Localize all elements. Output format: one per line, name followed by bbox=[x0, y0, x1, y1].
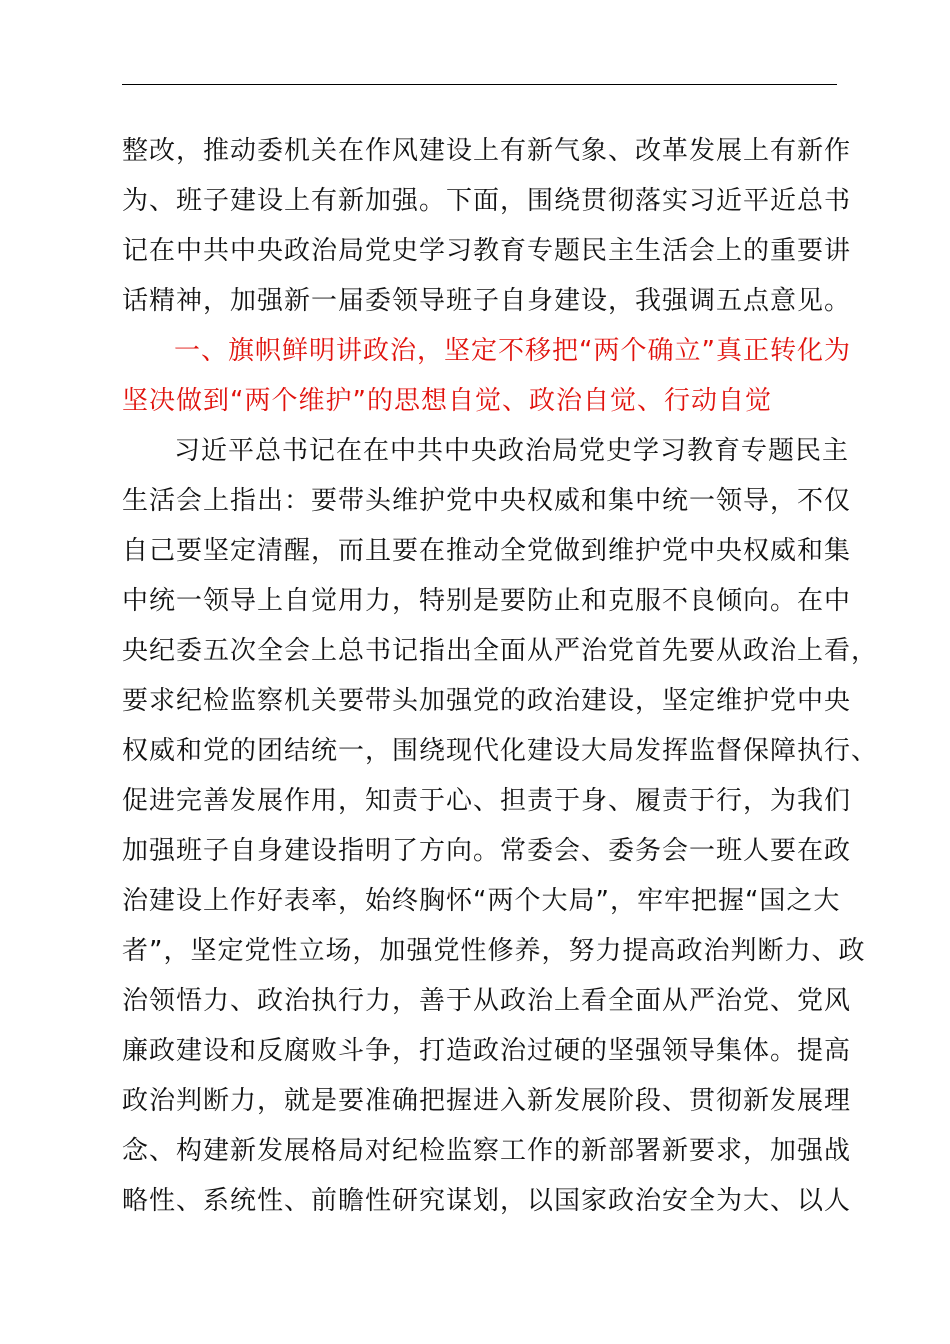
header-rule bbox=[122, 84, 837, 85]
body-line-11: 者”，坚定党性立场，加强党性修养，努力提高政治判断力、政 bbox=[122, 936, 866, 966]
body-line-16: 略性、系统性、前瞻性研究谋划，以国家政治安全为大、以人 bbox=[122, 1186, 852, 1216]
body-line-1: 习近平总书记在在中共中央政治局党史学习教育专题民主 bbox=[174, 436, 850, 466]
body-line-4: 中统一领导上自觉用力，特别是要防止和克服不良倾向。在中 bbox=[122, 586, 852, 616]
body-line-9: 加强班子自身建设指明了方向。常委会、委务会一班人要在政 bbox=[122, 836, 852, 866]
intro-line-3: 记在中共中央政治局党史学习教育专题民主生活会上的重要讲 bbox=[122, 236, 852, 266]
body-line-2: 生活会上指出：要带头维护党中央权威和集中统一领导，不仅 bbox=[122, 486, 852, 516]
body-line-3: 自己要坚定清醒，而且要在推动全党做到维护党中央权威和集 bbox=[122, 536, 852, 566]
intro-line-2: 为、班子建设上有新加强。下面，围绕贯彻落实习近平近总书 bbox=[122, 186, 852, 216]
body-line-10: 治建设上作好表率，始终胸怀“两个大局”，牢牢把握“国之大 bbox=[122, 886, 841, 916]
intro-line-4: 话精神，加强新一届委领导班子自身建设，我强调五点意见。 bbox=[122, 286, 852, 316]
document-body bbox=[122, 126, 879, 1226]
body-line-8: 促进完善发展作用，知责于心、担责于身、履责于行，为我们 bbox=[122, 786, 852, 816]
body-line-13: 廉政建设和反腐败斗争，打造政治过硬的坚强领导集体。提高 bbox=[122, 1036, 852, 1066]
body-line-15: 念、构建新发展格局对纪检监察工作的新部署新要求，加强战 bbox=[122, 1136, 852, 1166]
section-heading-line-1: 一、旗帜鲜明讲政治，坚定不移把“两个确立”真正转化为 bbox=[174, 336, 851, 366]
body-line-14: 政治判断力，就是要准确把握进入新发展阶段、贯彻新发展理 bbox=[122, 1086, 852, 1116]
body-line-7: 权威和党的团结统一，围绕现代化建设大局发挥监督保障执行、 bbox=[122, 736, 879, 766]
body-line-12: 治领悟力、政治执行力，善于从政治上看全面从严治党、党风 bbox=[122, 986, 852, 1016]
intro-line-1: 整改，推动委机关在作风建设上有新气象、改革发展上有新作 bbox=[122, 136, 852, 166]
body-line-5: 央纪委五次全会上总书记指出全面从严治党首先要从政治上看， bbox=[122, 636, 879, 666]
body-line-6: 要求纪检监察机关要带头加强党的政治建设，坚定维护党中央 bbox=[122, 686, 852, 716]
section-heading-line-2: 坚决做到“两个维护”的思想自觉、政治自觉、行动自觉 bbox=[122, 386, 772, 416]
